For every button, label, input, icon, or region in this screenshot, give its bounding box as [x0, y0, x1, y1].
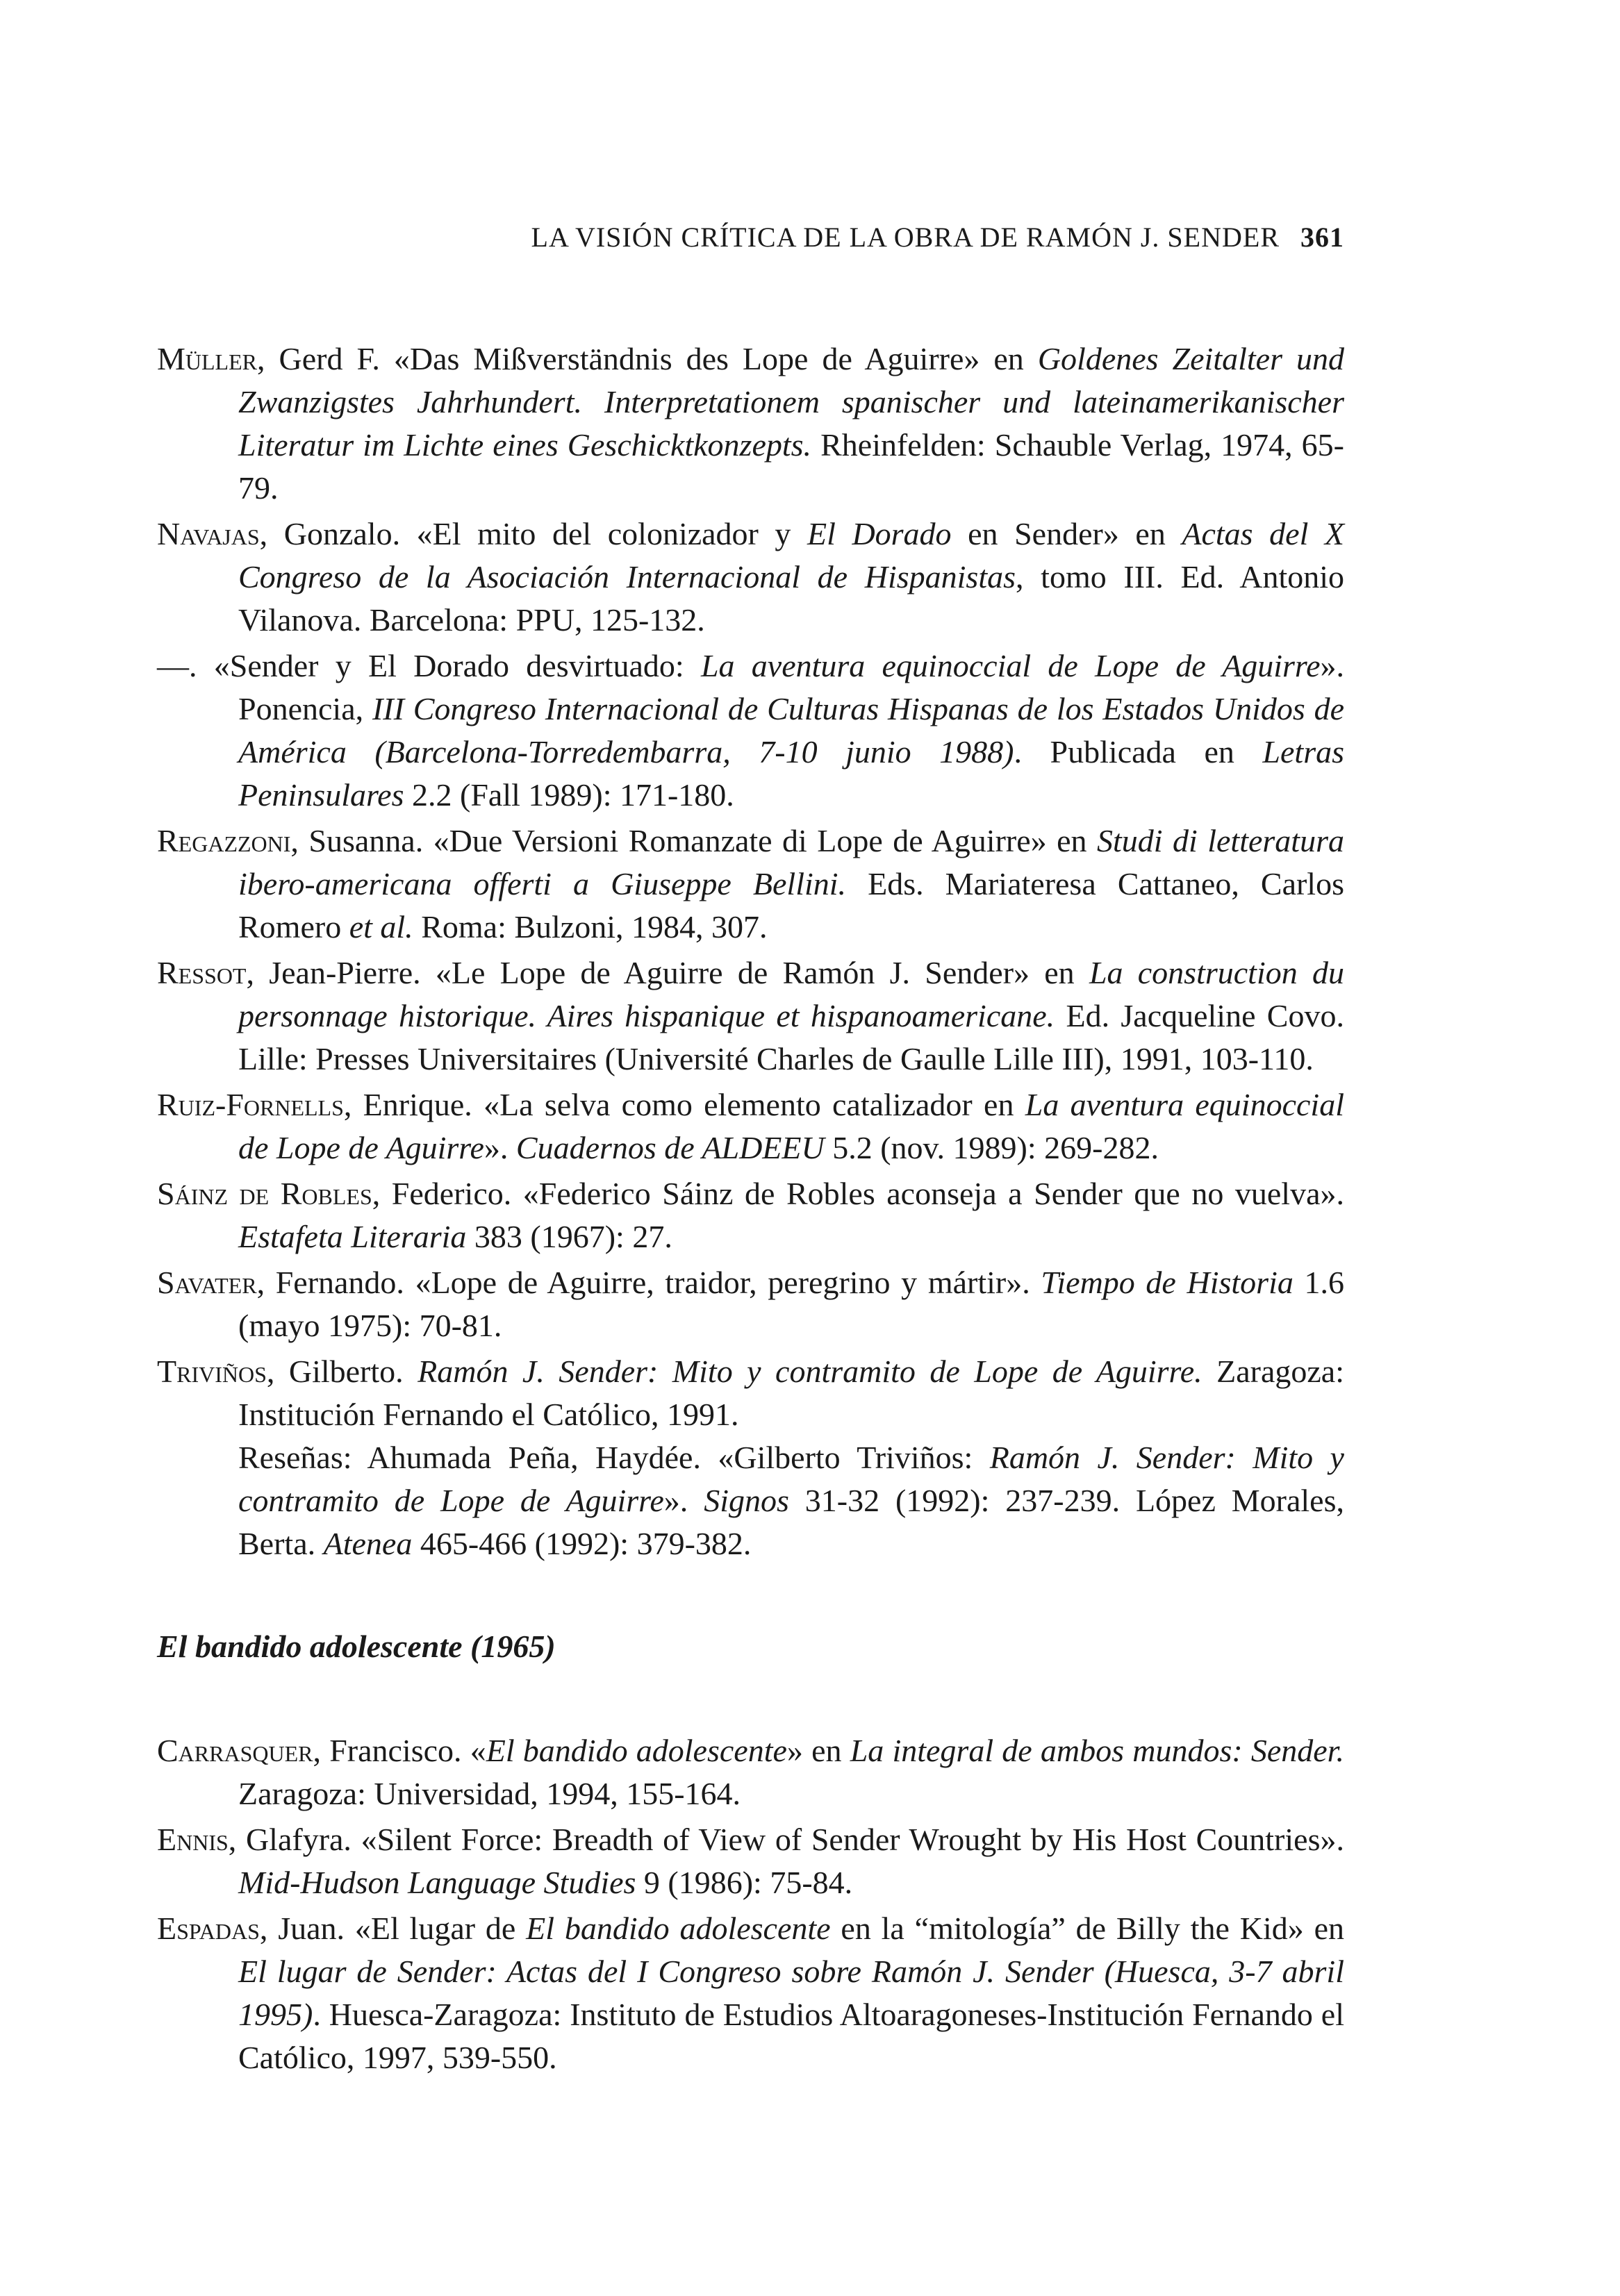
running-title: LA VISIÓN CRÍTICA DE LA OBRA DE RAMÓN J. SENDER: [531, 222, 1280, 253]
entry-text: 5.2 (nov. 1989): 269-282.: [824, 1130, 1159, 1165]
bib-entry-trivinos: [157, 1350, 1344, 1436]
author-surname: Sáinz de Robles: [157, 1176, 372, 1211]
entry-title: Cuadernos de ALDEEU: [515, 1130, 825, 1165]
entry-text: 9 (1986): 75-84.: [636, 1865, 853, 1900]
section-heading: El bandido adolescente (1965): [157, 1629, 556, 1664]
entry-title: Estafeta Literaria: [238, 1219, 467, 1254]
entry-text: «Silent Force: Breadth of View of Sender Wrought by His Host Countries».: [361, 1822, 1344, 1857]
author-given: , Francisco.: [313, 1733, 470, 1768]
bib-entry-savater: [157, 1261, 1344, 1347]
entry-title: III Congreso Internacional de Culturas Hispanas de los Estados Unidos de América (Barcelona-Torredembarra, 7-10 junio 1988): [238, 691, 1344, 770]
bib-entry-carrasquer: [157, 1729, 1344, 1815]
entry-title: Signos: [704, 1483, 789, 1518]
bib-entry-muller: [157, 338, 1344, 510]
author-surname: Ressot: [157, 955, 247, 990]
author-given: , Gonzalo.: [259, 516, 417, 551]
entry-text: «Sender y El Dorado desvirtuado:: [213, 648, 701, 683]
entry-text: ». Ponencia,: [238, 648, 1345, 726]
entry-text: «Federico Sáinz de Robles aconseja a Sender que no vuelva».: [522, 1176, 1344, 1211]
entry-title: Goldenes Zeitalter und Zwanzigstes Jahrhundert. Interpretationem spanischer und lateinamerikanischer Literatur im Lichte eines Geschicktkonzepts.: [238, 341, 1344, 463]
author-surname: Triviños: [157, 1354, 267, 1389]
entry-text: . Huesca-Zaragoza: Instituto de Estudios Altoaragoneses-Institución Fernando el Católico, 1997, 539-550.: [238, 1997, 1344, 2075]
author-surname: Savater: [157, 1265, 257, 1300]
entry-text: 383 (1967): 27.: [466, 1219, 672, 1254]
entry-title: La aventura equinoccial de Lope de Aguirre: [238, 1087, 1344, 1165]
author-given: , Fernando.: [256, 1265, 415, 1300]
entry-text: Rheinfelden: Schauble Verlag, 1974, 65-79.: [238, 427, 1345, 506]
entry-text: en Sender» en: [951, 516, 1182, 551]
bib-entry-navajas-2: [157, 644, 1344, 817]
author-given: , Gilberto.: [266, 1354, 418, 1389]
entry-title: La integral de ambos mundos: Sender.: [850, 1733, 1344, 1768]
bib-review-note: [157, 1436, 1344, 1565]
entry-text: «Le Lope de Aguirre de Ramón J. Sender» en: [435, 955, 1089, 990]
author-surname: Ennis: [157, 1822, 229, 1857]
entry-title: La construction du personnage historique. Aires hispanique et hispanoamericane.: [238, 955, 1344, 1033]
entry-text: Ed. Jacqueline Covo. Lille: Presses Universitaires (Université Charles de Gaulle Lille III), 1991, 103-110.: [238, 998, 1344, 1076]
entry-text: ».: [663, 1483, 704, 1518]
entry-title: El Dorado: [807, 516, 952, 551]
entry-text: Reseñas: Ahumada Peña, Haydée. «Gilberto Triviños:: [238, 1440, 990, 1475]
entry-text: «: [470, 1733, 486, 1768]
entry-title: Actas del X Congreso de la Asociación Internacional de Hispanistas: [238, 516, 1345, 594]
entry-text: «Lope de Aguirre, traidor, peregrino y mártir».: [415, 1265, 1041, 1300]
author-given: , Enrique.: [343, 1087, 484, 1122]
bib-entry-ruiz-fornells: [157, 1083, 1344, 1170]
entry-title: Atenea: [323, 1526, 413, 1561]
author-surname: Müller: [157, 341, 257, 376]
entry-text: en la “mitología” de Billy the Kid» en: [830, 1911, 1344, 1946]
bib-entry-espadas: [157, 1907, 1344, 2079]
bib-entry-navajas: [157, 513, 1344, 642]
page-number: 361: [1300, 222, 1344, 253]
entry-title: et al.: [349, 909, 413, 945]
entry-title: El lugar de Sender: Actas del I Congreso sobre Ramón J. Sender (Huesca, 3-7 abril 1995): [238, 1954, 1344, 2032]
entry-title: La aventura equinoccial de Lope de Aguirre: [700, 648, 1321, 683]
author-given: , Federico.: [372, 1176, 523, 1211]
entry-title: Ramón J. Sender: Mito y contramito de Lope de Aguirre: [238, 1440, 1344, 1518]
entry-text: . Publicada en: [1014, 734, 1263, 770]
author-surname: Ruiz-Fornells: [157, 1087, 344, 1122]
running-header: [0, 221, 1344, 253]
entry-text: «La selva como elemento catalizador en: [483, 1087, 1025, 1122]
author-given: , Juan.: [259, 1911, 355, 1946]
bibliography: [157, 338, 1344, 2082]
entry-text: , tomo III. Ed. Antonio Vilanova. Barcelona: PPU, 125-132.: [238, 559, 1345, 638]
entry-title: Studi di letteratura ibero-americana offerti a Giuseppe Bellini.: [238, 823, 1344, 901]
entry-text: «El lugar de: [354, 1911, 527, 1946]
ditto-dash: —.: [157, 648, 214, 683]
author-surname: Regazzoni: [157, 823, 291, 858]
bib-entry-ennis: [157, 1818, 1344, 1904]
entry-text: 31-32 (1992): 237-239. López Morales, Berta.: [238, 1483, 1344, 1561]
entry-title: Mid-Hudson Language Studies: [238, 1865, 636, 1900]
entry-text: ».: [483, 1130, 516, 1165]
author-surname: Navajas: [157, 516, 260, 551]
author-given: , Jean-Pierre.: [246, 955, 436, 990]
entry-title: Letras Peninsulares: [238, 734, 1345, 813]
entry-text: «Due Versioni Romanzate di Lope de Aguirre» en: [433, 823, 1097, 858]
entry-title: El bandido adolescente: [526, 1911, 831, 1946]
entry-title: Tiempo de Historia: [1041, 1265, 1293, 1300]
entry-title: El bandido adolescente: [486, 1733, 787, 1768]
entry-text: «Das Mißverständnis des Lope de Aguirre» en: [393, 341, 1038, 376]
entry-text: 2.2 (Fall 1989): 171-180.: [404, 777, 734, 813]
author-given: , Glafyra.: [228, 1822, 361, 1857]
author-surname: Espadas: [157, 1911, 260, 1946]
entry-text: » en: [786, 1733, 850, 1768]
entry-text: 465-466 (1992): 379-382.: [412, 1526, 752, 1561]
entry-text: 1.6 (mayo 1975): 70-81.: [238, 1265, 1344, 1343]
bib-entry-ressot: [157, 951, 1344, 1081]
bib-entry-sainz: [157, 1172, 1344, 1258]
entry-title: Ramón J. Sender: Mito y contramito de Lope de Aguirre.: [418, 1354, 1202, 1389]
entry-text: Zaragoza: Universidad, 1994, 155-164.: [238, 1776, 741, 1811]
author-given: , Susanna.: [290, 823, 433, 858]
author-surname: Carrasquer: [157, 1733, 313, 1768]
author-given: , Gerd F.: [257, 341, 394, 376]
entry-text: Zaragoza: Institución Fernando el Católico, 1991.: [238, 1354, 1345, 1432]
entry-text: «El mito del colonizador y: [416, 516, 807, 551]
bib-entry-regazzoni: [157, 820, 1344, 949]
entry-text: Roma: Bulzoni, 1984, 307.: [413, 909, 768, 945]
entry-text: Eds. Mariateresa Cattaneo, Carlos Romero: [238, 866, 1344, 945]
